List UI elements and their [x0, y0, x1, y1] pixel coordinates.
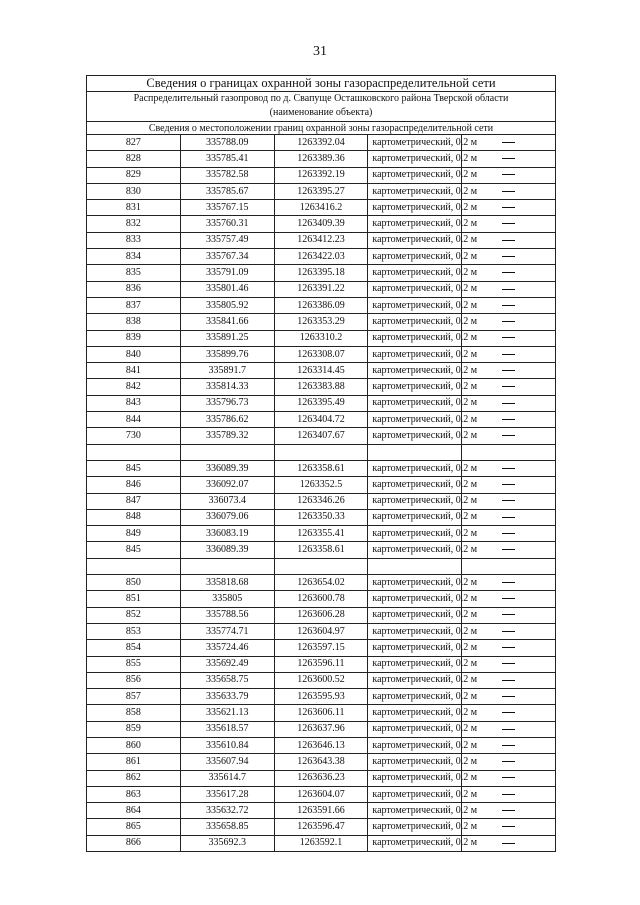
dash-mark — [502, 142, 515, 143]
table-row — [87, 477, 556, 493]
coordinate-y: 1263592.1 — [274, 835, 368, 851]
coordinate-x: 335782.58 — [180, 167, 274, 183]
dash-mark — [502, 191, 515, 192]
empty-cell — [180, 444, 274, 460]
coordinate-x: 335805.92 — [180, 297, 274, 313]
dash-mark — [502, 614, 515, 615]
dash-mark — [502, 826, 515, 827]
coordinate-y: 1263392.19 — [274, 167, 368, 183]
dash-mark — [502, 696, 515, 697]
coordinate-x: 335805 — [180, 591, 274, 607]
table-title-row — [87, 76, 556, 92]
coordinate-y: 1263404.72 — [274, 412, 368, 428]
dash-mark — [502, 810, 515, 811]
point-number: 858 — [87, 705, 181, 721]
coordinate-x: 335767.34 — [180, 249, 274, 265]
accuracy-method: картометрический, 0.2 м — [368, 200, 462, 216]
coordinate-x: 335791.09 — [180, 265, 274, 281]
coordinate-x: 335841.66 — [180, 314, 274, 330]
point-number: 853 — [87, 623, 181, 639]
accuracy-method: картометрический, 0.2 м — [368, 770, 462, 786]
table-row — [87, 770, 556, 786]
table-row — [87, 330, 556, 346]
coordinate-y: 1263600.52 — [274, 672, 368, 688]
dash-mark — [502, 403, 515, 404]
point-number: 848 — [87, 509, 181, 525]
table-title: Сведения о границах охранной зоны газораспределительной сети — [87, 76, 556, 92]
dash-mark — [502, 435, 515, 436]
dash-mark — [502, 729, 515, 730]
dash-mark — [502, 354, 515, 355]
point-number: 839 — [87, 330, 181, 346]
coordinate-y: 1263383.88 — [274, 379, 368, 395]
table-row — [87, 803, 556, 819]
dash-mark — [502, 500, 515, 501]
point-number: 836 — [87, 281, 181, 297]
coordinate-x: 335724.46 — [180, 640, 274, 656]
accuracy-method: картометрический, 0.2 м — [368, 754, 462, 770]
coordinate-x: 335757.49 — [180, 232, 274, 248]
point-number: 845 — [87, 542, 181, 558]
coordinate-y: 1263646.13 — [274, 737, 368, 753]
point-number: 837 — [87, 297, 181, 313]
table-row — [87, 591, 556, 607]
point-number: 850 — [87, 575, 181, 591]
dash-mark — [502, 272, 515, 273]
point-number: 843 — [87, 395, 181, 411]
coordinate-y: 1263391.22 — [274, 281, 368, 297]
coordinate-x: 336079.06 — [180, 509, 274, 525]
point-number: 854 — [87, 640, 181, 656]
point-number: 863 — [87, 786, 181, 802]
dash-mark — [502, 761, 515, 762]
point-number: 856 — [87, 672, 181, 688]
point-number: 830 — [87, 183, 181, 199]
accuracy-method: картометрический, 0.2 м — [368, 330, 462, 346]
coordinate-x: 335658.85 — [180, 819, 274, 835]
table-row — [87, 460, 556, 476]
accuracy-method: картометрический, 0.2 м — [368, 249, 462, 265]
coordinate-x: 335617.28 — [180, 786, 274, 802]
accuracy-method: картометрический, 0.2 м — [368, 575, 462, 591]
dash-mark — [502, 663, 515, 664]
coordinate-y: 1263314.45 — [274, 363, 368, 379]
dash-mark — [502, 337, 515, 338]
accuracy-method: картометрический, 0.2 м — [368, 509, 462, 525]
dash-mark — [502, 223, 515, 224]
point-number: 844 — [87, 412, 181, 428]
table-row — [87, 216, 556, 232]
dash-mark — [502, 289, 515, 290]
coordinate-y: 1263395.18 — [274, 265, 368, 281]
object-caption: (наименование объекта) — [87, 105, 556, 122]
empty-cell — [87, 558, 181, 574]
empty-cell — [462, 558, 556, 574]
coordinate-y: 1263604.07 — [274, 786, 368, 802]
coordinate-x: 335785.41 — [180, 151, 274, 167]
accuracy-method: картометрический, 0.2 м — [368, 786, 462, 802]
coordinate-y: 1263352.5 — [274, 477, 368, 493]
accuracy-method: картометрический, 0.2 м — [368, 493, 462, 509]
accuracy-method: картометрический, 0.2 м — [368, 607, 462, 623]
coordinate-x: 335814.33 — [180, 379, 274, 395]
coordinate-y: 1263407.67 — [274, 428, 368, 444]
point-number: 842 — [87, 379, 181, 395]
coordinate-x: 335785.67 — [180, 183, 274, 199]
accuracy-method: картометрический, 0.2 м — [368, 640, 462, 656]
point-number: 841 — [87, 363, 181, 379]
table-row — [87, 509, 556, 525]
coordinate-x: 335692.3 — [180, 835, 274, 851]
coordinate-y: 1263386.09 — [274, 297, 368, 313]
accuracy-method: картометрический, 0.2 м — [368, 363, 462, 379]
coordinate-y: 1263412.23 — [274, 232, 368, 248]
coordinate-x: 336073.4 — [180, 493, 274, 509]
coordinate-y: 1263308.07 — [274, 346, 368, 362]
point-number: 847 — [87, 493, 181, 509]
accuracy-method: картометрический, 0.2 м — [368, 395, 462, 411]
group-separator-row — [87, 558, 556, 574]
empty-cell — [87, 444, 181, 460]
coordinate-x: 335632.72 — [180, 803, 274, 819]
accuracy-method: картометрический, 0.2 м — [368, 265, 462, 281]
accuracy-method: картометрический, 0.2 м — [368, 281, 462, 297]
coordinate-x: 335774.71 — [180, 623, 274, 639]
coordinate-y: 1263596.11 — [274, 656, 368, 672]
accuracy-method: картометрический, 0.2 м — [368, 835, 462, 851]
table-row — [87, 737, 556, 753]
table-row — [87, 656, 556, 672]
group-separator-row — [87, 444, 556, 460]
coordinate-x: 335788.09 — [180, 135, 274, 151]
accuracy-method: картометрический, 0.2 м — [368, 428, 462, 444]
coordinate-x: 336089.39 — [180, 542, 274, 558]
dash-mark — [502, 843, 515, 844]
dash-mark — [502, 468, 515, 469]
coordinate-y: 1263389.36 — [274, 151, 368, 167]
empty-cell — [180, 558, 274, 574]
point-number: 835 — [87, 265, 181, 281]
table-row — [87, 819, 556, 835]
table-row — [87, 297, 556, 313]
table-row — [87, 363, 556, 379]
accuracy-method: картометрический, 0.2 м — [368, 460, 462, 476]
accuracy-method: картометрический, 0.2 м — [368, 672, 462, 688]
table-row — [87, 183, 556, 199]
coordinate-y: 1263392.04 — [274, 135, 368, 151]
point-number: 833 — [87, 232, 181, 248]
coordinate-x: 335801.46 — [180, 281, 274, 297]
empty-cell — [368, 444, 462, 460]
dash-mark — [502, 419, 515, 420]
table-row — [87, 623, 556, 639]
coordinate-y: 1263416.2 — [274, 200, 368, 216]
point-number: 827 — [87, 135, 181, 151]
table-row — [87, 314, 556, 330]
coordinate-x: 335610.84 — [180, 737, 274, 753]
accuracy-method: картометрический, 0.2 м — [368, 591, 462, 607]
coordinate-y: 1263346.26 — [274, 493, 368, 509]
accuracy-method: картометрический, 0.2 м — [368, 314, 462, 330]
coordinate-x: 335891.7 — [180, 363, 274, 379]
point-number: 831 — [87, 200, 181, 216]
accuracy-method: картометрический, 0.2 м — [368, 379, 462, 395]
coordinate-y: 1263310.2 — [274, 330, 368, 346]
dash-mark — [502, 745, 515, 746]
accuracy-method: картометрический, 0.2 м — [368, 542, 462, 558]
coordinate-x: 335767.15 — [180, 200, 274, 216]
coordinate-x: 335891.25 — [180, 330, 274, 346]
table-row — [87, 705, 556, 721]
dash-mark — [502, 370, 515, 371]
accuracy-method: картометрический, 0.2 м — [368, 183, 462, 199]
table-row — [87, 428, 556, 444]
dash-mark — [502, 777, 515, 778]
empty-cell — [274, 444, 368, 460]
accuracy-method: картометрический, 0.2 м — [368, 151, 462, 167]
dash-mark — [502, 207, 515, 208]
coordinate-y: 1263636.23 — [274, 770, 368, 786]
table-row — [87, 395, 556, 411]
table-row — [87, 200, 556, 216]
coordinate-y: 1263643.38 — [274, 754, 368, 770]
accuracy-method: картометрический, 0.2 м — [368, 135, 462, 151]
table-row — [87, 672, 556, 688]
table-row — [87, 249, 556, 265]
dash-mark — [502, 712, 515, 713]
coordinate-y: 1263595.93 — [274, 689, 368, 705]
accuracy-method: картометрический, 0.2 м — [368, 705, 462, 721]
table-row — [87, 786, 556, 802]
object-name-row — [87, 92, 556, 106]
empty-cell — [368, 558, 462, 574]
dash-mark — [502, 240, 515, 241]
coordinate-x: 335607.94 — [180, 754, 274, 770]
coordinate-y: 1263596.47 — [274, 819, 368, 835]
dash-mark — [502, 174, 515, 175]
point-number: 828 — [87, 151, 181, 167]
accuracy-method: картометрический, 0.2 м — [368, 477, 462, 493]
coordinate-x: 335796.73 — [180, 395, 274, 411]
dash-mark — [502, 549, 515, 550]
coordinate-x: 335899.76 — [180, 346, 274, 362]
accuracy-method: картометрический, 0.2 м — [368, 689, 462, 705]
point-number: 845 — [87, 460, 181, 476]
table-row — [87, 232, 556, 248]
coordinate-y: 1263395.49 — [274, 395, 368, 411]
coordinate-x: 335786.62 — [180, 412, 274, 428]
accuracy-method: картометрический, 0.2 м — [368, 656, 462, 672]
point-number: 861 — [87, 754, 181, 770]
accuracy-method: картометрический, 0.2 м — [368, 526, 462, 542]
coordinate-y: 1263350.33 — [274, 509, 368, 525]
coordinate-y: 1263604.97 — [274, 623, 368, 639]
table-row — [87, 346, 556, 362]
location-caption-row — [87, 122, 556, 135]
coordinate-x: 335818.68 — [180, 575, 274, 591]
coordinate-y: 1263395.27 — [274, 183, 368, 199]
coordinate-y: 1263606.28 — [274, 607, 368, 623]
table-row — [87, 151, 556, 167]
coordinate-y: 1263358.61 — [274, 542, 368, 558]
accuracy-method: картометрический, 0.2 м — [368, 297, 462, 313]
dash-mark — [502, 794, 515, 795]
dash-mark — [502, 484, 515, 485]
point-number: 840 — [87, 346, 181, 362]
dash-mark — [502, 305, 515, 306]
empty-cell — [274, 558, 368, 574]
table-row — [87, 135, 556, 151]
point-number: 834 — [87, 249, 181, 265]
dash-mark — [502, 631, 515, 632]
coordinate-x: 335618.57 — [180, 721, 274, 737]
table-row — [87, 412, 556, 428]
table-row — [87, 689, 556, 705]
point-number: 838 — [87, 314, 181, 330]
point-number: 730 — [87, 428, 181, 444]
table-row — [87, 526, 556, 542]
dash-mark — [502, 158, 515, 159]
point-number: 859 — [87, 721, 181, 737]
point-number: 857 — [87, 689, 181, 705]
coordinate-y: 1263409.39 — [274, 216, 368, 232]
coordinate-y: 1263637.96 — [274, 721, 368, 737]
coordinate-x: 335614.7 — [180, 770, 274, 786]
accuracy-method: картометрический, 0.2 м — [368, 737, 462, 753]
dash-mark — [502, 533, 515, 534]
coordinate-y: 1263353.29 — [274, 314, 368, 330]
table-row — [87, 281, 556, 297]
point-number: 865 — [87, 819, 181, 835]
accuracy-method: картометрический, 0.2 м — [368, 721, 462, 737]
accuracy-method: картометрический, 0.2 м — [368, 232, 462, 248]
coordinate-x: 336083.19 — [180, 526, 274, 542]
accuracy-method: картометрический, 0.2 м — [368, 216, 462, 232]
table-row — [87, 493, 556, 509]
point-number: 864 — [87, 803, 181, 819]
coordinate-x: 335621.13 — [180, 705, 274, 721]
table-row — [87, 754, 556, 770]
coordinate-x: 335692.49 — [180, 656, 274, 672]
table-row — [87, 542, 556, 558]
dash-mark — [502, 386, 515, 387]
coordinate-x: 335633.79 — [180, 689, 274, 705]
empty-cell — [462, 444, 556, 460]
coordinate-x: 336092.07 — [180, 477, 274, 493]
coordinate-y: 1263591.66 — [274, 803, 368, 819]
coordinate-x: 335789.32 — [180, 428, 274, 444]
accuracy-method: картометрический, 0.2 м — [368, 623, 462, 639]
location-caption: Сведения о местоположении границ охранной зоны газораспределительной сети — [87, 122, 556, 135]
accuracy-method: картометрический, 0.2 м — [368, 819, 462, 835]
coordinate-x: 335658.75 — [180, 672, 274, 688]
table-row — [87, 835, 556, 851]
page-number: 31 — [313, 44, 327, 59]
boundary-coordinates-table — [86, 75, 556, 852]
object-name: Распределительный газопровод по д. Свапуще Осташковского района Тверской области — [87, 92, 556, 106]
dash-mark — [502, 321, 515, 322]
object-caption-row — [87, 105, 556, 122]
coordinate-y: 1263597.15 — [274, 640, 368, 656]
coordinate-y: 1263606.11 — [274, 705, 368, 721]
point-number: 829 — [87, 167, 181, 183]
table-row — [87, 265, 556, 281]
coordinate-y: 1263422.03 — [274, 249, 368, 265]
coordinate-x: 335788.56 — [180, 607, 274, 623]
dash-mark — [502, 598, 515, 599]
table-row — [87, 379, 556, 395]
table-row — [87, 607, 556, 623]
point-number: 832 — [87, 216, 181, 232]
point-number: 860 — [87, 737, 181, 753]
table-row — [87, 721, 556, 737]
dash-mark — [502, 517, 515, 518]
point-number: 866 — [87, 835, 181, 851]
point-number: 849 — [87, 526, 181, 542]
coordinate-y: 1263358.61 — [274, 460, 368, 476]
accuracy-method: картометрический, 0.2 м — [368, 346, 462, 362]
coordinate-x: 335760.31 — [180, 216, 274, 232]
point-number: 855 — [87, 656, 181, 672]
dash-mark — [502, 647, 515, 648]
dash-mark — [502, 582, 515, 583]
point-number: 862 — [87, 770, 181, 786]
table-row — [87, 167, 556, 183]
point-number: 852 — [87, 607, 181, 623]
accuracy-method: картометрический, 0.2 м — [368, 803, 462, 819]
point-number: 851 — [87, 591, 181, 607]
coordinate-x: 336089.39 — [180, 460, 274, 476]
coordinate-y: 1263654.02 — [274, 575, 368, 591]
coordinate-y: 1263355.41 — [274, 526, 368, 542]
accuracy-method: картометрический, 0.2 м — [368, 412, 462, 428]
point-number: 846 — [87, 477, 181, 493]
coordinate-y: 1263600.78 — [274, 591, 368, 607]
dash-mark — [502, 680, 515, 681]
table-row — [87, 640, 556, 656]
table-row — [87, 575, 556, 591]
dash-mark — [502, 256, 515, 257]
accuracy-method: картометрический, 0.2 м — [368, 167, 462, 183]
